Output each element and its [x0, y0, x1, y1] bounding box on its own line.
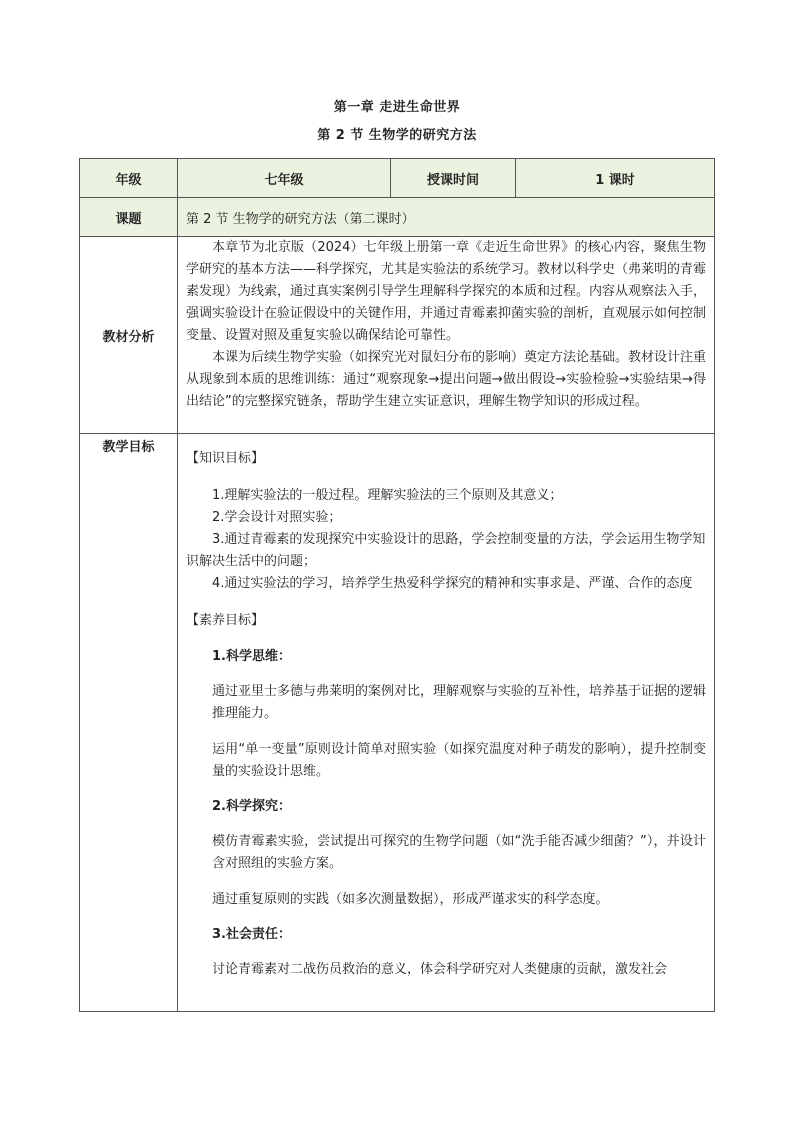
analysis-label: 教材分析: [102, 329, 155, 345]
grade-label: 年级: [115, 172, 142, 188]
literacy-paragraph: 讨论青霉素对二战伤员救治的意义，体会科学研究对人类健康的贡献，激发社会: [212, 962, 668, 977]
time-label: 授课时间: [426, 172, 479, 188]
literacy-heading: 【素养目标】: [186, 613, 265, 628]
knowledge-item: 4.通过实验法的学习，培养学生热爱科学探究的精神和实事求是、严谨、合作的态度: [212, 576, 693, 591]
literacy-paragraph: 通过重复原则的实践（如多次测量数据），形成严谨求实的科学态度。: [212, 892, 609, 907]
knowledge-heading: 【知识目标】: [186, 451, 265, 466]
time-value: 1 课时: [595, 172, 635, 188]
literacy-subtitle: 3.社会责任：: [212, 927, 291, 942]
literacy-paragraph: 运用“单一变量”原则设计简单对照实验（如探究温度对种子萌发的影响），提升控制变量的实验设计思维。: [212, 742, 706, 779]
chapter-title: 第一章 走进生命世界: [333, 100, 461, 115]
topic-label: 课题: [115, 211, 142, 227]
lesson-plan-table: [79, 158, 715, 1012]
analysis-content: [186, 237, 706, 433]
knowledge-item: 3.通过青霉素的发现探究中实验设计的思路，学会控制变量的方法，学会运用生物学知识解决生活中的问题；: [186, 532, 706, 569]
goals-label: 教学目标: [102, 440, 155, 455]
section-title: 第 2 节 生物学的研究方法: [317, 128, 477, 143]
literacy-paragraph: 通过亚里士多德与弗莱明的案例对比，理解观察与实验的互补性，培养基于证据的逻辑推理能力。: [212, 684, 707, 721]
topic-value: 第 2 节 生物学的研究方法（第二课时）: [186, 211, 415, 227]
analysis-paragraph: 本课为后续生物学实验（如探究光对鼠妇分布的影响）奠定方法论基础。教材设计注重从现象到本质的思维训练：通过“观察现象→提出问题→做出假设→实验检验→实验结果→得出结论”的完整探究链条，帮助学生建立实证意识，理解生物学知识的形成过程。: [186, 350, 707, 409]
goals-content: [186, 449, 706, 1009]
knowledge-item: 1.理解实验法的一般过程。理解实验法的三个原则及其意义；: [212, 488, 563, 503]
row-divider: [80, 433, 714, 434]
knowledge-item: 2.学会设计对照实验；: [212, 510, 342, 525]
grade-value: 七年级: [264, 172, 304, 188]
literacy-paragraph: 模仿青霉素实验，尝试提出可探究的生物学问题（如“洗手能否减少细菌？”），并设计含对照组的实验方案。: [212, 834, 706, 871]
column-divider: [177, 159, 178, 1011]
literacy-subtitle: 2.科学探究：: [212, 799, 291, 814]
analysis-paragraph: 本章节为北京版（2024）七年级上册第一章《走近生命世界》的核心内容，聚焦生物学研究的基本方法——科学探究，尤其是实验法的系统学习。教材以科学史（弗莱明的青霉素发现）为线索，通过真实案例引导学生理解科学探究的本质和过程。内容从观察法入手，强调实验设计在验证假设中的关键作用，并通过青霉素抑菌实验的剖析，直观展示如何控制变量、设置对照及重复实验以确保结论可靠性。: [186, 240, 707, 343]
literacy-subtitle: 1.科学思维：: [212, 649, 291, 664]
